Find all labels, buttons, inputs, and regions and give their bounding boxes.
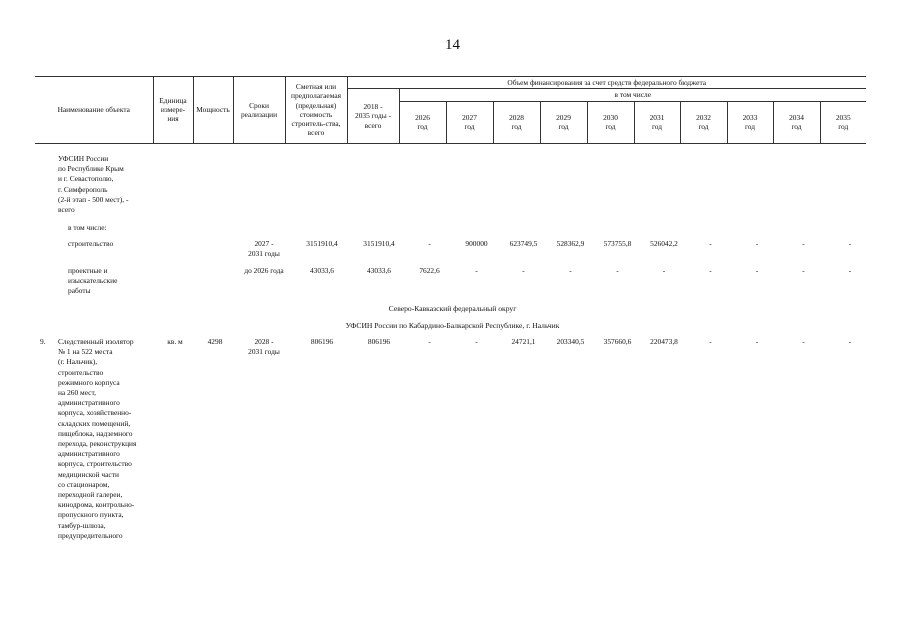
row-construction-terms: 2027 - 2031 годы [248, 239, 280, 259]
table-header [35, 76, 866, 144]
row-design-year-2030: - [616, 266, 619, 275]
row-construction-year-2034: - [802, 239, 805, 248]
row-design-terms: до 2026 года [244, 266, 284, 275]
row-construction-year-2030: 573755,8 [603, 239, 632, 248]
row-design-year-2027: - [475, 266, 478, 275]
row-construction-year-2028: 623749,5 [509, 239, 538, 248]
nalchik-year-2032: - [709, 337, 712, 346]
nalchik-year-2026: - [428, 337, 431, 346]
col-including: в том числе [399, 89, 866, 101]
col-unit: Единица измере- ния [153, 77, 193, 144]
col-year-2035: 2035 год [820, 101, 866, 143]
row-construction-year-2026: - [428, 239, 431, 248]
col-year-2026: 2026 год [399, 101, 446, 143]
nalchik-year-2028: 24721,1 [511, 337, 536, 346]
row-construction-cost: 3151910,4 [306, 239, 338, 248]
row-construction-year-2031: 526042,2 [650, 239, 678, 248]
nalchik-year-2034: - [802, 337, 805, 346]
object-nalchik-cost: 806196 [310, 337, 334, 346]
col-funding-title: Объем финансирования за счет средств федерального бюджета [347, 77, 866, 89]
object-nalchik-total: 806196 [367, 337, 391, 346]
col-year-2031: 2031 год [634, 101, 680, 143]
nalchik-year-2035: - [848, 337, 852, 346]
col-year-2034: 2034 год [773, 101, 820, 143]
row-design-total: 43033,6 [366, 266, 392, 275]
col-year-2028: 2028 год [493, 101, 540, 143]
department-title: УФСИН России по Кабардино-Балкарской Республике, г. Нальчик [345, 321, 560, 330]
object-nalchik-capacity: 4298 [207, 337, 223, 346]
row-design-year-2026: 7622,6 [419, 266, 440, 275]
object-crimea-name: УФСИН России по Республике Крым и г. Севастополю, г. Симферополь (2-й этап - 500 мест), - всего [58, 154, 129, 215]
object-nalchik-name: Следственный изолятор № 1 на 522 места (г. Нальчик), строительство режимного корпуса на 260 мест, административного корпуса, хозяйственно- складских помещений, пищеблока, надземного перехода, реконструкция административного корпуса, строительство медицинской части со стационаром, переходной галереи, кинодрома, контрольно- пропускного пункта, тамбур-шлюза, предупредительного [58, 337, 137, 540]
col-total: 2018 - 2035 годы - всего [347, 89, 399, 143]
row-design-year-2029: - [569, 266, 572, 275]
col-year-2027: 2027 год [446, 101, 493, 143]
row-design-year-2033: - [755, 266, 759, 275]
nalchik-year-2031: 220473,8 [650, 337, 678, 346]
col-year-2032: 2032 год [680, 101, 727, 143]
object-nalchik-unit: кв. м [167, 337, 183, 346]
object-nalchik-terms: 2028 - 2031 годы [248, 337, 280, 357]
nalchik-year-2029: 203340,5 [556, 337, 585, 346]
row-construction-total: 3151910,4 [363, 239, 395, 248]
col-year-2033: 2033 год [727, 101, 773, 143]
col-year-2030: 2030 год [587, 101, 634, 143]
row-design-year-2035: - [848, 266, 852, 275]
col-terms: Сроки реализации [233, 77, 285, 144]
nalchik-year-2033: - [755, 337, 759, 346]
object-nalchik-number: 9. [40, 337, 46, 346]
row-construction-year-2033: - [755, 239, 759, 248]
nalchik-year-2030: 357660,6 [603, 337, 632, 346]
row-design-year-2034: - [802, 266, 805, 275]
row-construction-year-2029: 528362,9 [556, 239, 585, 248]
row-design-year-2032: - [709, 266, 712, 275]
col-object-name: Наименование объекта [35, 77, 153, 144]
district-title: Северо-Кавказский федеральный округ [388, 304, 517, 313]
row-construction-year-2027: 900000 [465, 239, 488, 248]
row-design-label: проектные и изыскательские работы [68, 266, 118, 296]
page-number: 14 [445, 37, 460, 53]
row-design-cost: 43033,6 [309, 266, 335, 275]
nalchik-year-2027: - [475, 337, 478, 346]
row-construction-year-2035: - [848, 239, 852, 248]
row-design-year-2028: - [522, 266, 525, 275]
col-capacity: Мощность [193, 77, 233, 144]
col-estimated-cost: Сметная или предполагаемая (предельная) стоимость строитель-ства, всего [285, 77, 347, 144]
col-year-2029: 2029 год [540, 101, 587, 143]
row-construction-label: строительство [68, 239, 114, 248]
row-design-year-2031: - [662, 266, 666, 275]
object-crimea-including: в том числе: [68, 223, 107, 232]
row-construction-year-2032: - [709, 239, 712, 248]
